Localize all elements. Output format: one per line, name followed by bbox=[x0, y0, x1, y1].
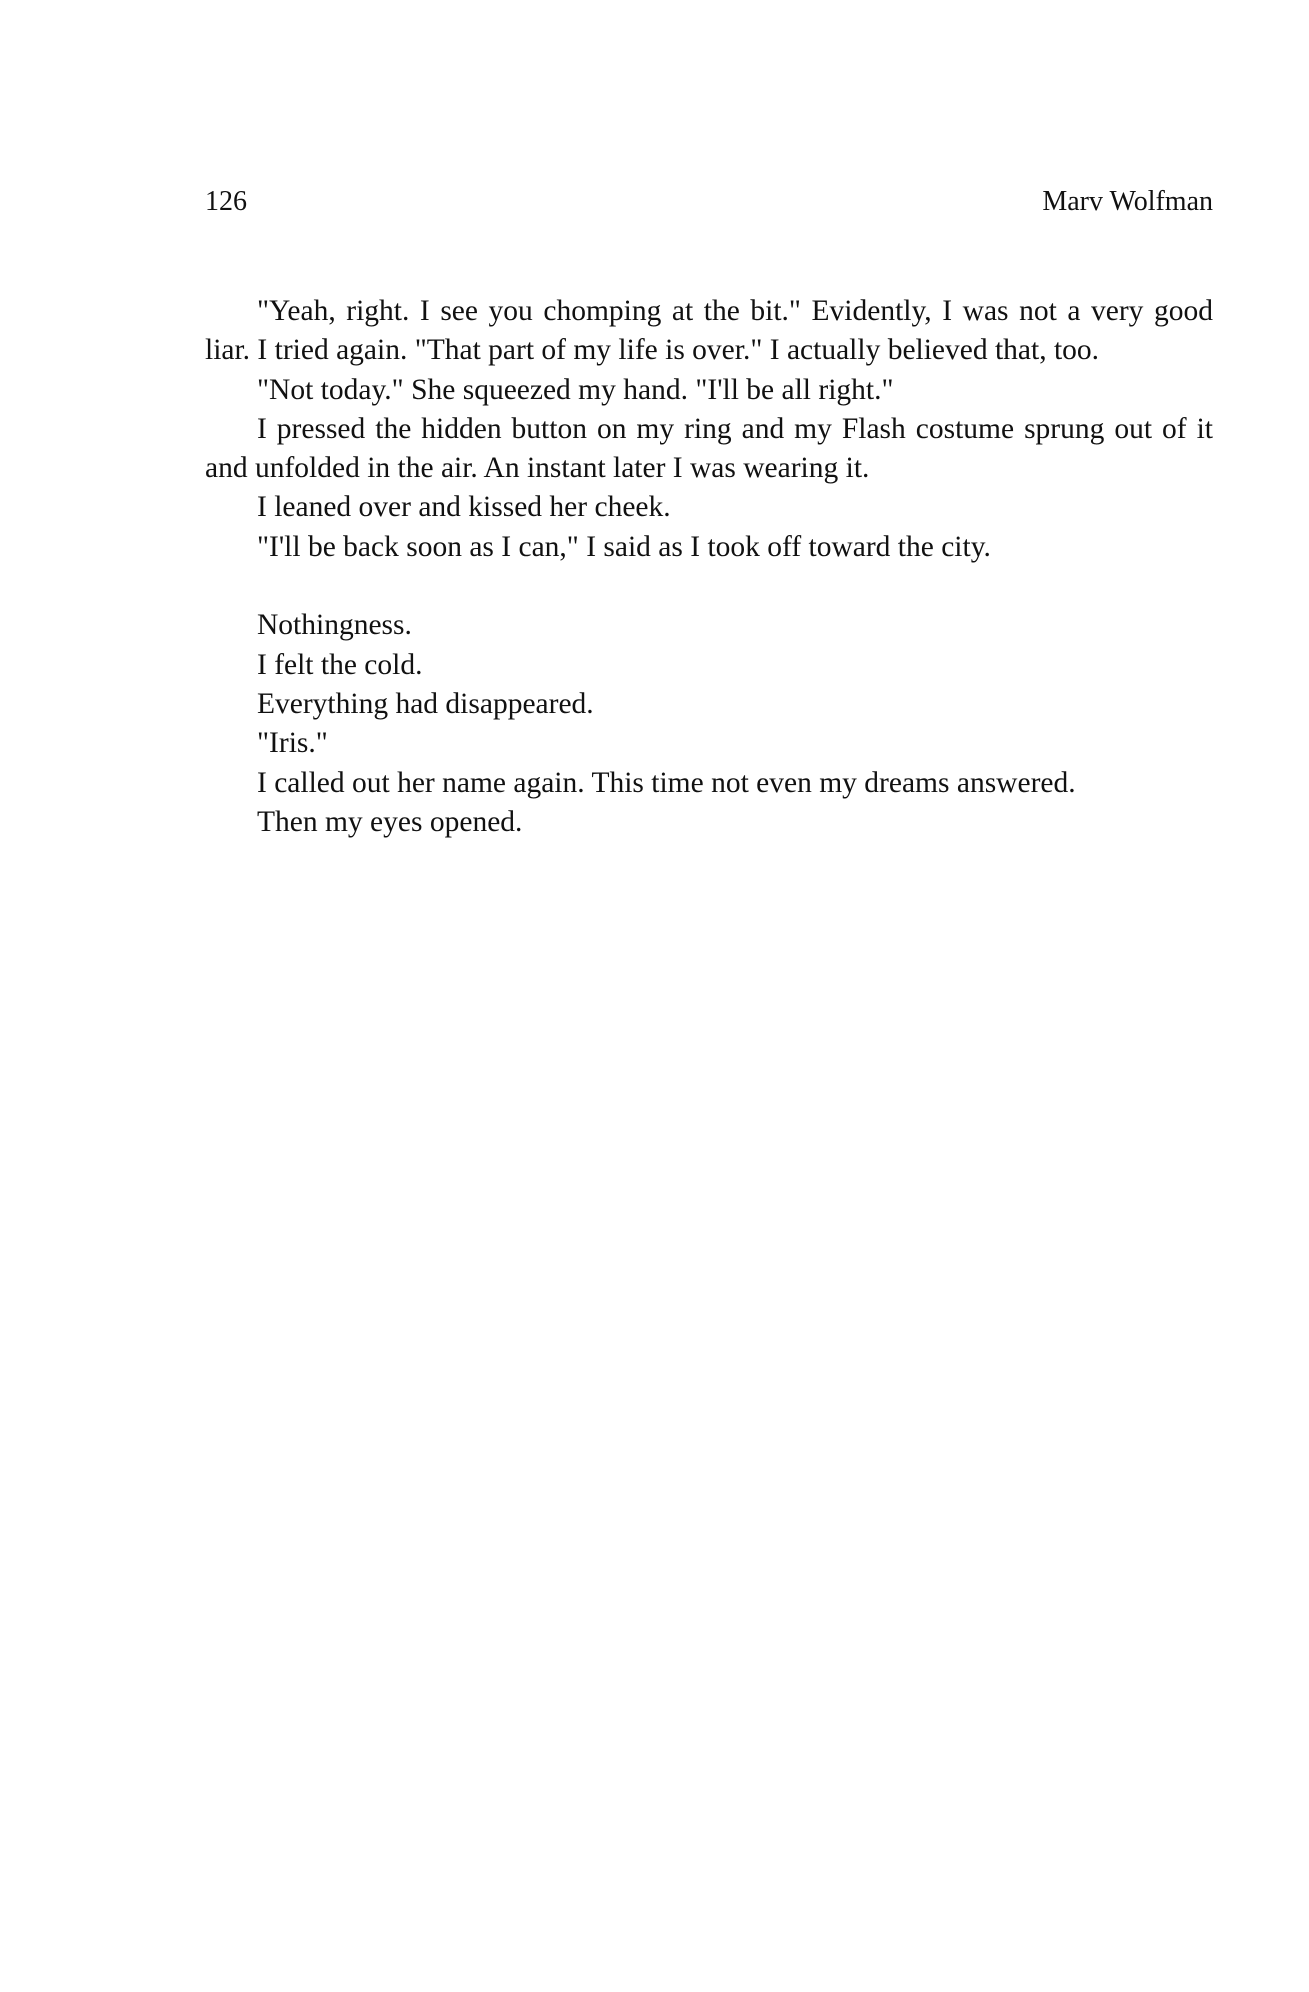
paragraph: "Iris." bbox=[257, 727, 328, 760]
paragraph: "Yeah, right. I see you chomping at the bit." Evidently, I was not a very good liar. I tried again. "That part of my life is over." I actually believed that, too. bbox=[205, 295, 1213, 367]
paragraph: Everything had disappeared. bbox=[257, 687, 594, 720]
scene-break bbox=[205, 567, 1213, 606]
paragraph: Then my eyes opened. bbox=[257, 805, 523, 838]
body-text bbox=[205, 292, 1213, 842]
running-header bbox=[205, 184, 1213, 220]
paragraph: I called out her name again. This time not even my dreams answered. bbox=[257, 766, 1076, 799]
paragraph: I leaned over and kissed her cheek. bbox=[257, 491, 671, 524]
page-number: 126 bbox=[205, 186, 247, 217]
paragraph: I pressed the hidden button on my ring and my Flash costume sprung out of it and unfolded in the air. An instant later I was wearing it. bbox=[205, 412, 1213, 485]
running-header-author: Marv Wolfman bbox=[1042, 186, 1213, 217]
paragraph: I felt the cold. bbox=[257, 648, 423, 681]
paragraph: "I'll be back soon as I can," I said as I took off toward the city. bbox=[257, 530, 991, 563]
paragraph: Nothingness. bbox=[257, 609, 412, 642]
paragraph: "Not today." She squeezed my hand. "I'll be all right." bbox=[257, 373, 894, 406]
